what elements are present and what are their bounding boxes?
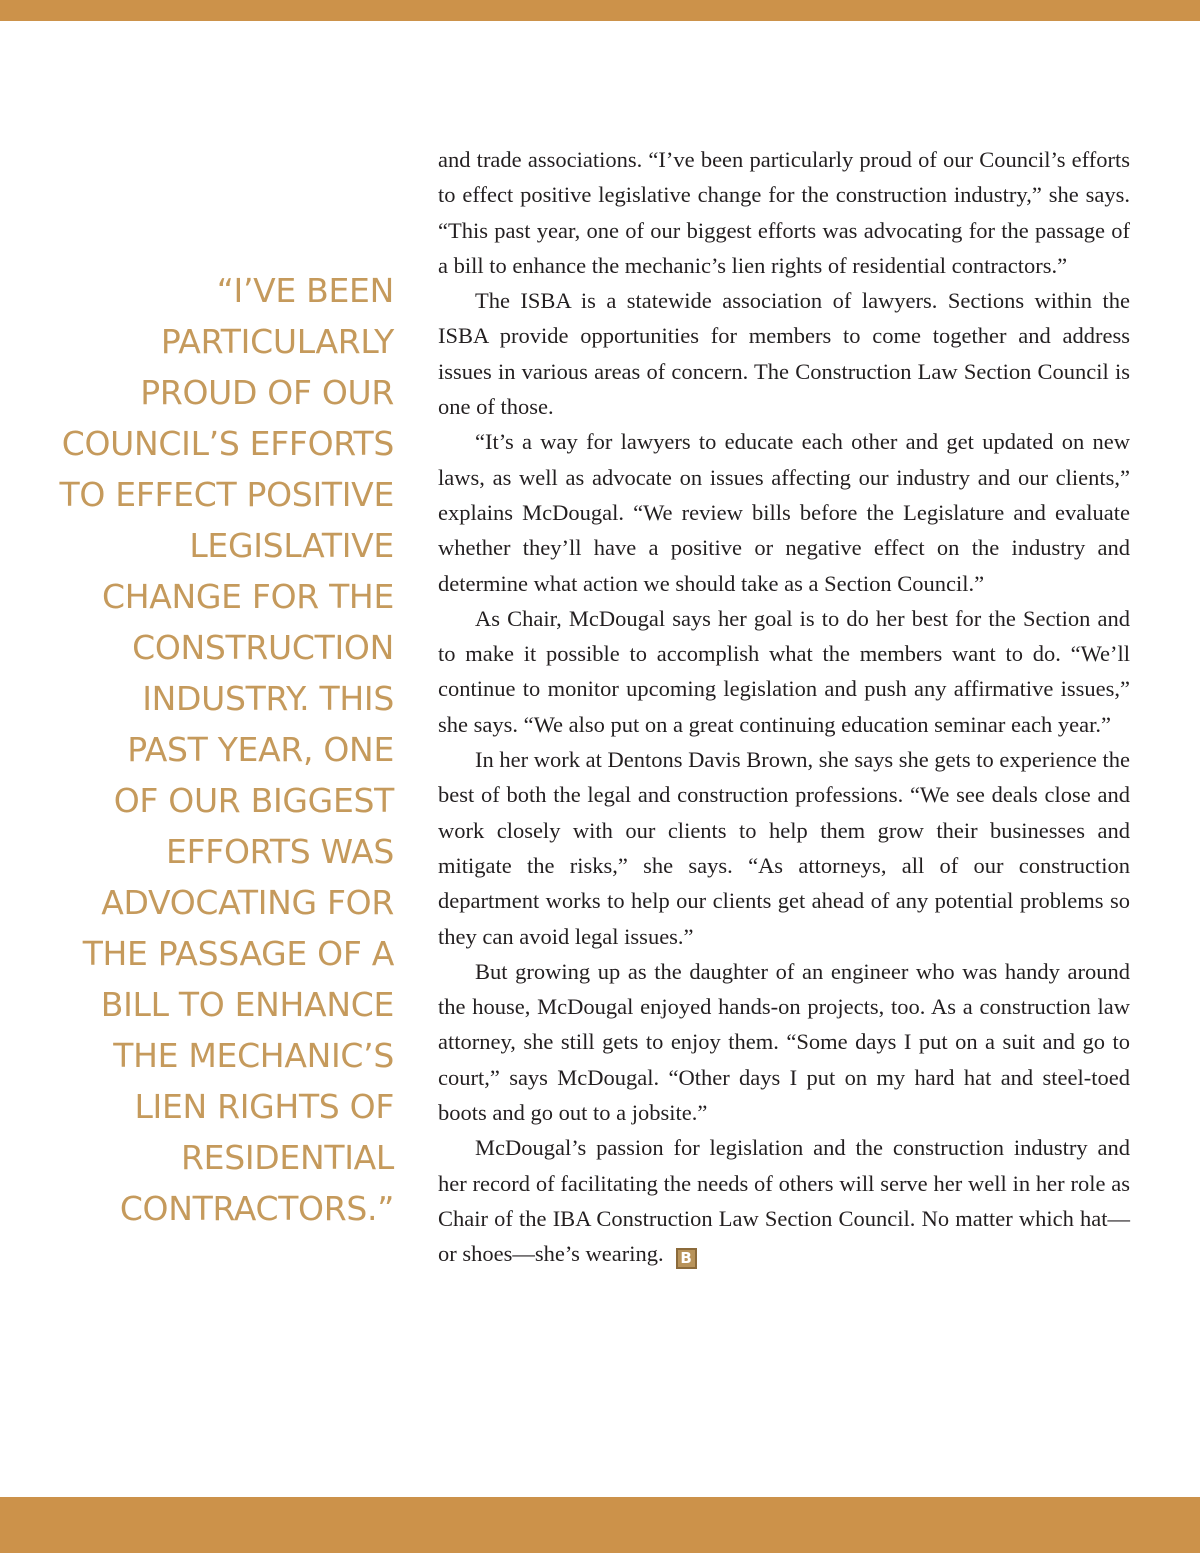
- pull-quote-line: “I’VE BEEN: [216, 271, 394, 310]
- pull-quote-line: CHANGE FOR THE: [101, 577, 394, 616]
- pull-quote-line: TO EFFECT POSITIVE: [59, 475, 394, 514]
- pull-quote-line: OF OUR BIGGEST: [113, 781, 394, 820]
- pull-quote-line: LIEN RIGHTS OF: [134, 1087, 394, 1126]
- article-body: [438, 142, 1130, 1272]
- article-paragraph: In her work at Dentons Davis Brown, she says she gets to experience the best of both the legal and construction professions. “We see deals close and work closely with our clients to help them grow their businesses and mitigate the risks,” she says. “As attorneys, all of our construction department works to help our clients get ahead of any potential problems so they can avoid legal issues.”: [438, 747, 1130, 949]
- article-paragraph: As Chair, McDougal says her goal is to do her best for the Section and to make it possible to accomplish what the members want to do. “We’ll continue to monitor upcoming legislation and push any affirmative issues,” she says. “We also put on a great continuing education seminar each year.”: [438, 605, 1130, 737]
- pull-quote-line: RESIDENTIAL: [181, 1138, 394, 1177]
- pull-quote-line: LEGISLATIVE: [189, 526, 394, 565]
- article-paragraph: But growing up as the daughter of an engineer who was handy around the house, McDougal enjoyed hands-on projects, too. As a construction law attorney, she still gets to enjoy them. “Some days I put on a suit and go to court,” says McDougal. “Other days I put on my hard hat and steel-toed boots and go out to a jobsite.”: [438, 958, 1130, 1126]
- pull-quote-line: THE PASSAGE OF A: [82, 934, 394, 973]
- article-paragraph: “It’s a way for lawyers to educate each other and get updated on new laws, as well as advocate on issues affecting our industry and our clients,” explains McDougal. “We review bills before the Legislature and evaluate whether they’ll have a positive or negative effect on the industry and determine what action we should take as a Section Council.”: [438, 429, 1130, 596]
- end-of-article-icon: B: [676, 1248, 697, 1269]
- article-paragraph: The ISBA is a statewide association of lawyers. Sections within the ISBA provide opportunities for members to come together and address issues in various areas of concern. The Construction Law Section Council is one of those.: [438, 288, 1130, 420]
- pull-quote-line: BILL TO ENHANCE: [100, 985, 394, 1024]
- pull-quote-line: PAST YEAR, ONE: [127, 730, 394, 769]
- article-paragraph-final: [438, 1130, 1130, 1271]
- pull-quote: [40, 265, 394, 1234]
- pull-quote-line: COUNCIL’S EFFORTS: [61, 424, 394, 463]
- article-paragraph-text: McDougal’s passion for legislation and the construction industry and her record of facilitating the needs of others will serve her well in her role as Chair of the IBA Construction Law Section Council. No matter which hat—or shoes—she’s wearing.: [438, 1135, 1130, 1267]
- pull-quote-line: ADVOCATING FOR: [101, 883, 394, 922]
- pull-quote-line: PROUD OF OUR: [140, 373, 394, 412]
- pull-quote-line: THE MECHANIC’S: [113, 1036, 394, 1075]
- bottom-accent-band: [0, 1497, 1200, 1553]
- article-paragraph: and trade associations. “I’ve been particularly proud of our Council’s efforts to effect positive legislative change for the construction industry,” she says. “This past year, one of our biggest efforts was advocating for the passage of a bill to enhance the mechanic’s lien rights of residential contractors.”: [438, 147, 1130, 278]
- top-accent-band: [0, 0, 1200, 21]
- pull-quote-line: EFFORTS WAS: [166, 832, 394, 871]
- pull-quote-line: CONSTRUCTION: [132, 628, 394, 667]
- pull-quote-line: PARTICULARLY: [160, 322, 394, 361]
- pull-quote-line: INDUSTRY. THIS: [142, 679, 394, 718]
- pull-quote-line: CONTRACTORS.”: [119, 1189, 394, 1228]
